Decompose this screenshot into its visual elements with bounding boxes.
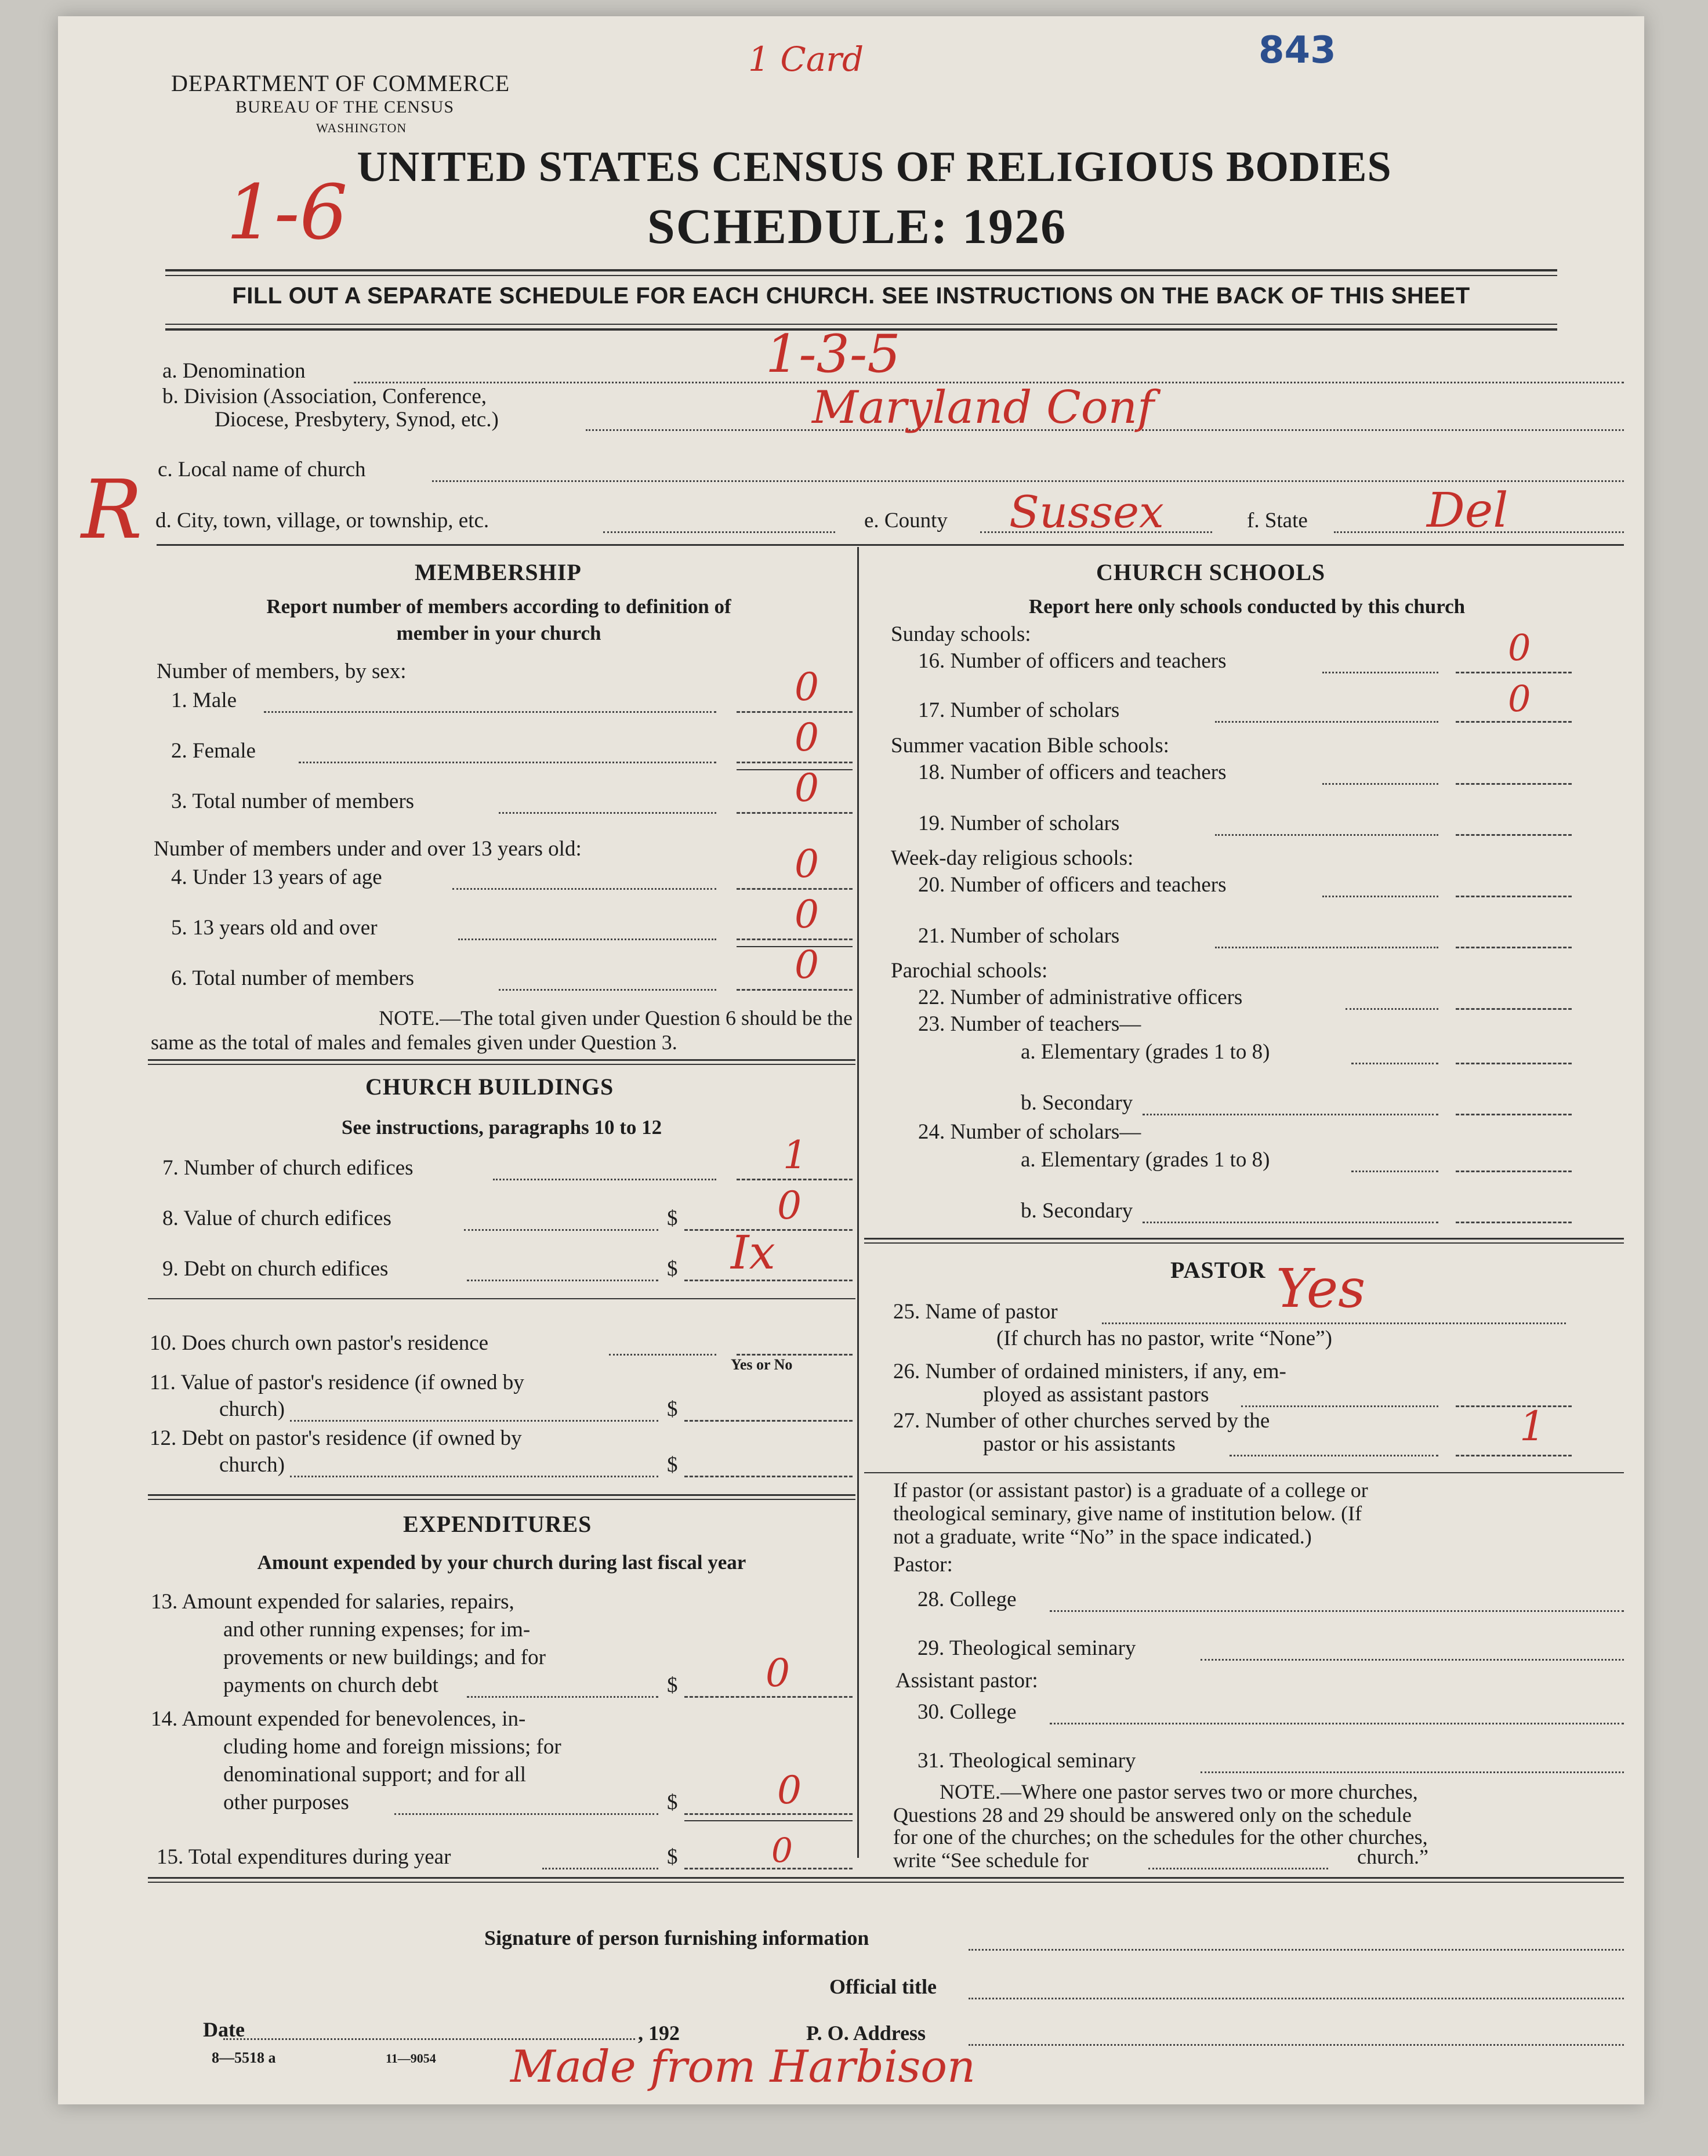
q13-dollar: $ [667, 1673, 678, 1697]
po-address-label: P. O. Address [806, 2021, 926, 2045]
q24b-label: b. Secondary [1021, 1199, 1133, 1223]
asst-pastor-sublabel: Assistant pastor: [895, 1669, 1038, 1693]
q23b-answer-line[interactable] [1456, 1114, 1572, 1115]
q23a-label: a. Elementary (grades 1 to 8) [1021, 1040, 1270, 1064]
state-value: Del [1427, 483, 1508, 538]
q27-value: 1 [1520, 1403, 1546, 1450]
rule [148, 1059, 855, 1061]
buildings-heading: CHURCH BUILDINGS [365, 1074, 614, 1100]
q19-leader [1215, 834, 1438, 836]
schedule-year: SCHEDULE: 1926 [647, 198, 1067, 254]
q15-label: 15. Total expenditures during year [157, 1845, 451, 1869]
fill-instruction: FILL OUT A SEPARATE SCHEDULE FOR EACH CHURCH. SEE INSTRUCTIONS ON THE BACK OF THIS SHEET [232, 283, 1470, 309]
q3-leader [499, 812, 716, 814]
q29-answer-line[interactable] [1201, 1659, 1624, 1661]
stamp-number: 843 [1259, 29, 1336, 72]
q19-label: 19. Number of scholars [918, 811, 1120, 835]
q16-leader [1322, 672, 1438, 673]
q23b-label: b. Secondary [1021, 1091, 1133, 1115]
q17-label: 17. Number of scholars [918, 698, 1120, 722]
q4-leader [452, 888, 716, 890]
rule [148, 1882, 1624, 1883]
rule [165, 269, 1557, 271]
q5-label: 5. 13 years old and over [171, 916, 378, 940]
schools-sub: Report here only schools conducted by this church [1028, 595, 1466, 618]
q15-leader [542, 1868, 658, 1869]
q6-value: 0 [795, 943, 819, 987]
q26-label: 26. Number of ordained ministers, if any, em- [893, 1360, 1286, 1383]
q17-value: 0 [1508, 677, 1531, 720]
q24a-answer-line[interactable] [1456, 1171, 1572, 1172]
q21-leader [1215, 947, 1438, 948]
q14-dollar: $ [667, 1791, 678, 1814]
see-schedule-line[interactable] [1148, 1868, 1328, 1869]
graduate-note1: If pastor (or assistant pastor) is a graduate of a college or [893, 1479, 1368, 1502]
q6-answer-line[interactable] [737, 989, 853, 991]
pastor-note1: NOTE.—Where one pastor serves two or more churches, [940, 1780, 1418, 1803]
q1-label: 1. Male [171, 689, 237, 712]
department-heading: DEPARTMENT OF COMMERCE [171, 70, 510, 96]
county-label: e. County [864, 509, 948, 532]
q9-answer-line[interactable] [684, 1280, 853, 1281]
q8-leader [464, 1229, 658, 1231]
q7-answer-line[interactable] [737, 1179, 853, 1180]
q26-leader [1241, 1405, 1438, 1407]
graduate-note3: not a graduate, write “No” in the space indicated.) [893, 1525, 1312, 1548]
q17-leader [1215, 721, 1438, 723]
q15-dollar: $ [667, 1845, 678, 1869]
q25-answer-line[interactable] [1102, 1322, 1566, 1324]
city-line[interactable] [603, 531, 835, 533]
buildings-sub: See instructions, paragraphs 10 to 12 [341, 1116, 662, 1139]
q16-answer-line[interactable] [1456, 672, 1572, 673]
summer-schools-label: Summer vacation Bible schools: [891, 734, 1169, 758]
q20-leader [1322, 896, 1438, 897]
membership-note1: NOTE.—The total given under Question 6 should be the [379, 1006, 853, 1030]
county-value: Sussex [1009, 486, 1164, 538]
q2-leader [299, 762, 716, 763]
q16-value: 0 [1508, 626, 1531, 669]
q31-answer-line[interactable] [1201, 1771, 1624, 1773]
column-divider [857, 547, 859, 1858]
q21-label: 21. Number of scholars [918, 924, 1120, 948]
q13-label-c: provements or new buildings; and for [223, 1646, 546, 1669]
q1-answer-line[interactable] [737, 711, 853, 713]
pastor-note5: church.” [1357, 1845, 1428, 1868]
rule [148, 1298, 855, 1299]
membership-sub2: member in your church [396, 622, 601, 644]
expenditures-sub: Amount expended by your church during last fiscal year [257, 1551, 746, 1574]
q23b-leader [1143, 1114, 1438, 1115]
q13-label-d: payments on church debt [223, 1673, 438, 1697]
q5-leader [458, 939, 716, 940]
bottom-note-handwriting: Made from Harbison [510, 2041, 976, 2092]
q30-label: 30. College [918, 1700, 1017, 1724]
q4-answer-line[interactable] [737, 888, 853, 890]
membership-sub1: Report number of members according to definition of [266, 595, 731, 618]
q6-leader [499, 989, 716, 991]
q12-dollar: $ [667, 1453, 678, 1477]
q29-label: 29. Theological seminary [918, 1636, 1136, 1660]
q8-dollar: $ [667, 1206, 678, 1230]
q24b-leader [1143, 1222, 1438, 1223]
q12-label: 12. Debt on pastor's residence (if owned by [150, 1426, 522, 1450]
form-number: 8—5518 a [212, 2049, 276, 2066]
q11-label: 11. Value of pastor's residence (if owned by [150, 1371, 524, 1394]
margin-r-handwriting: R [81, 463, 143, 557]
q2-answer-line[interactable] [737, 762, 853, 763]
q25-value: Yes [1276, 1258, 1366, 1320]
rule [148, 1494, 855, 1496]
pastor-heading: PASTOR [1170, 1257, 1266, 1283]
q14-value: 0 [777, 1768, 802, 1813]
q13-value: 0 [766, 1651, 790, 1695]
parochial-schools-label: Parochial schools: [891, 959, 1048, 983]
state-label: f. State [1247, 509, 1308, 532]
division-label-cont: Diocese, Presbytery, Synod, etc.) [215, 408, 499, 432]
q15-answer-line[interactable] [684, 1868, 853, 1869]
q11-label-cont: church) [219, 1397, 285, 1421]
q2-label: 2. Female [171, 739, 256, 763]
rule [148, 1877, 1624, 1879]
q2-value: 0 [795, 715, 819, 760]
rule [148, 1064, 855, 1065]
sunday-schools-label: Sunday schools: [891, 622, 1031, 646]
q24a-leader [1351, 1171, 1438, 1172]
q20-answer-line[interactable] [1456, 896, 1572, 897]
q12-label-cont: church) [219, 1453, 285, 1477]
q26-label-cont: ployed as assistant pastors [983, 1383, 1209, 1407]
schools-heading: CHURCH SCHOOLS [1096, 559, 1326, 585]
membership-heading: MEMBERSHIP [415, 559, 582, 585]
q7-leader [493, 1179, 716, 1180]
signature-line[interactable] [969, 1949, 1624, 1951]
signature-label: Signature of person furnishing information [484, 1926, 869, 1950]
q9-dollar: $ [667, 1257, 678, 1281]
q25-label: 25. Name of pastor [893, 1300, 1058, 1324]
q28-answer-line[interactable] [1050, 1610, 1624, 1612]
graduate-note2: theological seminary, give name of institution below. (If [893, 1502, 1362, 1525]
by-sex-label: Number of members, by sex: [157, 660, 407, 683]
by-age-label: Number of members under and over 13 years old: [154, 837, 582, 861]
bureau-heading: BUREAU OF THE CENSUS [235, 97, 454, 117]
pastor-note3: for one of the churches; on the schedules for the other churches, [893, 1825, 1428, 1849]
q8-value: 0 [777, 1183, 802, 1228]
rule [864, 1472, 1624, 1473]
pastor-sublabel: Pastor: [893, 1553, 953, 1577]
q23a-leader [1351, 1063, 1438, 1064]
city-label: d. City, town, village, or township, etc. [155, 509, 489, 532]
rule [684, 1820, 853, 1821]
q23-label: 23. Number of teachers— [918, 1012, 1141, 1036]
q7-value: 1 [783, 1133, 807, 1177]
census-schedule-sheet [58, 16, 1644, 2104]
q20-label: 20. Number of officers and teachers [918, 873, 1227, 897]
expenditures-heading: EXPENDITURES [403, 1511, 592, 1537]
q27-label: 27. Number of other churches served by the [893, 1409, 1270, 1433]
q3-answer-line[interactable] [737, 812, 853, 814]
weekday-schools-label: Week-day religious schools: [891, 846, 1134, 870]
q27-answer-line[interactable] [1456, 1455, 1572, 1456]
q5-value: 0 [795, 892, 819, 937]
rule [864, 1242, 1624, 1244]
q14-label-b: cluding home and foreign missions; for [223, 1735, 561, 1759]
date-label: Date [203, 2018, 245, 2041]
q8-label: 8. Value of church edifices [162, 1206, 391, 1230]
q11-answer-line[interactable] [684, 1420, 853, 1422]
q1-value: 0 [795, 665, 819, 709]
rule [157, 544, 1624, 546]
q17-answer-line[interactable] [1456, 721, 1572, 723]
division-value: Maryland Conf [812, 382, 1154, 434]
q24a-label: a. Elementary (grades 1 to 8) [1021, 1148, 1270, 1172]
q30-answer-line[interactable] [1050, 1723, 1624, 1724]
membership-note2: same as the total of males and females given under Question 3. [151, 1031, 677, 1054]
date-line[interactable] [223, 2038, 635, 2040]
division-label: b. Division (Association, Conference, [162, 385, 487, 408]
q1-leader [264, 711, 716, 713]
rule [165, 275, 1557, 276]
code-handwriting: 1-6 [226, 168, 348, 256]
q14-label-c: denominational support; and for all [223, 1763, 526, 1787]
q18-label: 18. Number of officers and teachers [918, 760, 1227, 784]
q24b-answer-line[interactable] [1456, 1222, 1572, 1223]
q13-answer-line[interactable] [684, 1696, 853, 1698]
q14-label-d: other purposes [223, 1791, 349, 1814]
q10-label: 10. Does church own pastor's residence [150, 1331, 489, 1355]
po-address-line[interactable] [969, 2044, 1624, 2046]
q7-label: 7. Number of church edifices [162, 1156, 414, 1180]
q10-leader [609, 1354, 716, 1356]
q19-answer-line[interactable] [1456, 834, 1572, 836]
q31-label: 31. Theological seminary [918, 1749, 1136, 1773]
q18-answer-line[interactable] [1456, 783, 1572, 785]
q27-label-cont: pastor or his assistants [983, 1432, 1176, 1456]
q13-label-b: and other running expenses; for im- [223, 1618, 531, 1642]
q4-value: 0 [795, 842, 819, 886]
q3-value: 0 [795, 766, 819, 810]
q9-leader [467, 1280, 658, 1281]
local-name-label: c. Local name of church [158, 458, 366, 481]
pastor-note2: Questions 28 and 29 should be answered only on the schedule [893, 1803, 1412, 1827]
q23a-answer-line[interactable] [1456, 1063, 1572, 1064]
q25-note: (If church has no pastor, write “None”) [996, 1327, 1332, 1350]
q3-label: 3. Total number of members [171, 789, 415, 813]
q9-value: Ix [731, 1226, 775, 1280]
local-name-line[interactable] [432, 480, 1624, 482]
q14-leader [394, 1813, 658, 1815]
q9-label: 9. Debt on church edifices [162, 1257, 389, 1281]
city-heading: WASHINGTON [316, 121, 407, 135]
denomination-label: a. Denomination [162, 359, 306, 383]
q4-label: 4. Under 13 years of age [171, 865, 382, 889]
form-title: UNITED STATES CENSUS OF RELIGIOUS BODIES [357, 143, 1392, 191]
q12-answer-line[interactable] [684, 1476, 853, 1477]
q28-label: 28. College [918, 1588, 1017, 1611]
rule [864, 1238, 1624, 1240]
denomination-value: 1-3-5 [766, 324, 901, 385]
official-title-label: Official title [829, 1975, 937, 1998]
yes-or-no-hint: Yes or No [731, 1356, 793, 1373]
official-title-line[interactable] [969, 1998, 1624, 1999]
date-year: , 192 [638, 2021, 680, 2045]
q11-leader [290, 1420, 658, 1422]
q11-dollar: $ [667, 1397, 678, 1421]
pastor-note4: write “See schedule for [893, 1849, 1089, 1872]
q26-answer-line[interactable] [1456, 1405, 1572, 1407]
q5-answer-line[interactable] [737, 939, 853, 940]
q22-leader [1346, 1008, 1438, 1010]
q6-label: 6. Total number of members [171, 966, 415, 990]
q18-leader [1322, 783, 1438, 785]
q16-label: 16. Number of officers and teachers [918, 649, 1227, 673]
q14-answer-line[interactable] [684, 1813, 853, 1815]
q22-answer-line[interactable] [1456, 1008, 1572, 1010]
q13-label: 13. Amount expended for salaries, repairs, [151, 1590, 514, 1614]
q27-leader [1230, 1455, 1438, 1456]
rule [148, 1499, 855, 1500]
q12-leader [290, 1476, 658, 1477]
q13-leader [467, 1696, 658, 1698]
q24-label: 24. Number of scholars— [918, 1120, 1141, 1144]
q22-label: 22. Number of administrative officers [918, 985, 1243, 1009]
q15-value: 0 [771, 1831, 793, 1870]
q14-label: 14. Amount expended for benevolences, in- [151, 1707, 526, 1731]
print-code: 11—9054 [386, 2051, 436, 2066]
q10-answer-line[interactable] [737, 1354, 853, 1356]
card-note-handwriting: 1 Card [748, 39, 864, 79]
q21-answer-line[interactable] [1456, 947, 1572, 948]
